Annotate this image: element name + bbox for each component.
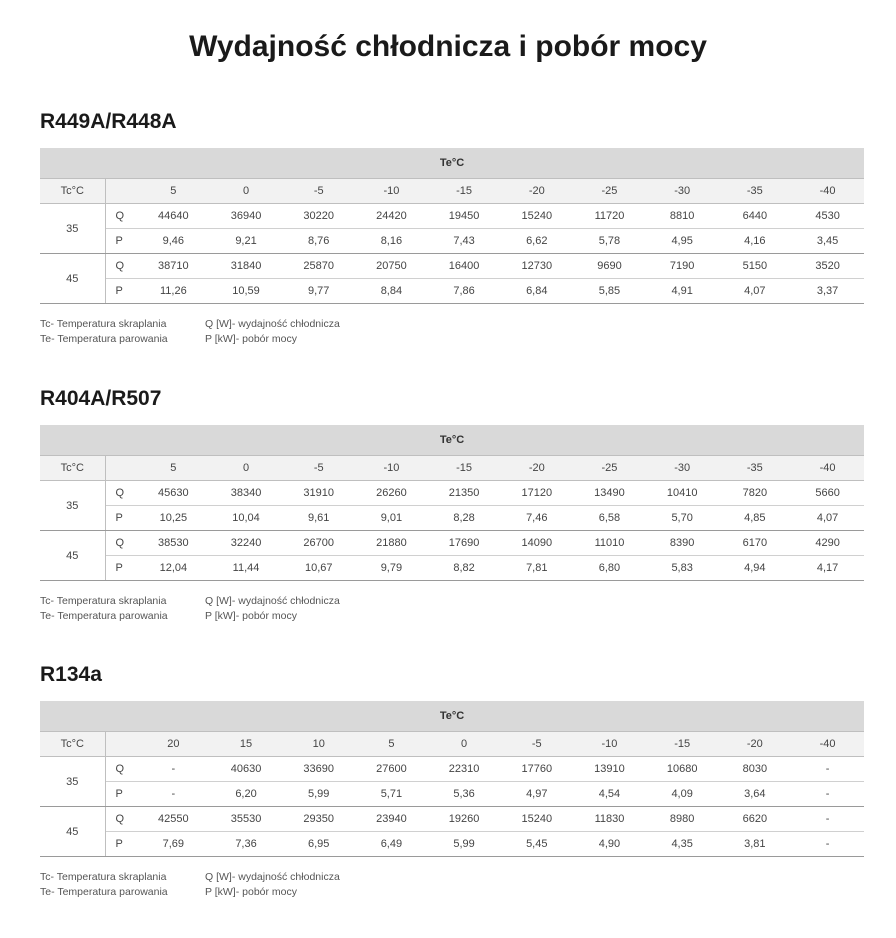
data-cell: 8390 xyxy=(646,531,719,556)
row-label: Q xyxy=(105,481,137,506)
data-cell: 8,28 xyxy=(428,506,501,531)
te-value: -35 xyxy=(719,456,792,481)
te-value: -20 xyxy=(500,456,573,481)
temperature-header-row xyxy=(40,456,864,481)
data-cell: 10,67 xyxy=(282,556,355,581)
data-cell: 8030 xyxy=(719,757,792,782)
data-cell: - xyxy=(791,807,864,832)
data-cell: 6,95 xyxy=(282,832,355,857)
data-cell: 4,07 xyxy=(719,279,792,304)
data-cell: 10,25 xyxy=(137,506,210,531)
table-row xyxy=(40,254,864,279)
te-value: -20 xyxy=(719,732,792,757)
section-title: R134a xyxy=(40,663,102,686)
data-cell: 5,36 xyxy=(428,782,501,807)
te-header: Te°C xyxy=(40,701,864,732)
data-cell: 7,86 xyxy=(428,279,501,304)
row-label: Q xyxy=(105,254,137,279)
tc-header: Tc°C xyxy=(40,732,105,757)
te-value: -5 xyxy=(500,732,573,757)
data-cell: 9,46 xyxy=(137,229,210,254)
data-cell: 11720 xyxy=(573,204,646,229)
tc-header: Tc°C xyxy=(40,179,105,204)
data-cell: - xyxy=(791,832,864,857)
data-cell: 3,81 xyxy=(719,832,792,857)
data-cell: - xyxy=(791,757,864,782)
row-label: Q xyxy=(105,204,137,229)
empty-cell xyxy=(105,179,137,204)
legend xyxy=(40,594,864,624)
data-cell: 7,69 xyxy=(137,832,210,857)
temperature-header-row xyxy=(40,732,864,757)
tc-value: 35 xyxy=(40,481,105,531)
table-row xyxy=(40,807,864,832)
empty-cell xyxy=(105,456,137,481)
data-cell: 4,90 xyxy=(573,832,646,857)
te-value: -10 xyxy=(573,732,646,757)
te-value: -10 xyxy=(355,179,428,204)
data-cell: 44640 xyxy=(137,204,210,229)
data-cell: 11,26 xyxy=(137,279,210,304)
data-cell: 36940 xyxy=(210,204,283,229)
data-cell: 29350 xyxy=(282,807,355,832)
data-cell: 5,70 xyxy=(646,506,719,531)
data-cell: 26260 xyxy=(355,481,428,506)
legend-tc: Tc- Temperatura skraplania xyxy=(40,318,167,330)
data-cell: 3,37 xyxy=(791,279,864,304)
row-label: P xyxy=(105,229,137,254)
data-cell: 10,59 xyxy=(210,279,283,304)
data-cell: 42550 xyxy=(137,807,210,832)
data-cell: 6,80 xyxy=(573,556,646,581)
data-cell: 33690 xyxy=(282,757,355,782)
table-row xyxy=(40,556,864,581)
te-header-row xyxy=(40,425,864,456)
data-cell: 31910 xyxy=(282,481,355,506)
data-cell: 8,76 xyxy=(282,229,355,254)
legend-p: P [kW]- pobór mocy xyxy=(205,610,297,622)
legend-tc: Tc- Temperatura skraplania xyxy=(40,871,167,883)
data-cell: 21880 xyxy=(355,531,428,556)
data-cell: - xyxy=(137,757,210,782)
data-cell: 17760 xyxy=(500,757,573,782)
legend-q: Q [W]- wydajność chłodnicza xyxy=(205,595,340,607)
data-cell: 6440 xyxy=(719,204,792,229)
data-cell: - xyxy=(791,782,864,807)
tc-value: 35 xyxy=(40,204,105,254)
table-row xyxy=(40,782,864,807)
table-row xyxy=(40,481,864,506)
data-cell: 38710 xyxy=(137,254,210,279)
data-cell: 4,07 xyxy=(791,506,864,531)
data-cell: 8980 xyxy=(646,807,719,832)
data-cell: 35530 xyxy=(210,807,283,832)
data-cell: 8810 xyxy=(646,204,719,229)
data-cell: 15240 xyxy=(500,204,573,229)
legend-q: Q [W]- wydajność chłodnicza xyxy=(205,318,340,330)
te-header-row xyxy=(40,148,864,179)
section-r449a xyxy=(40,108,864,347)
te-value: 5 xyxy=(355,732,428,757)
data-cell: 9,21 xyxy=(210,229,283,254)
table-row xyxy=(40,506,864,531)
data-cell: 5660 xyxy=(791,481,864,506)
te-value: 5 xyxy=(137,456,210,481)
data-cell: 4290 xyxy=(791,531,864,556)
te-value: -15 xyxy=(428,456,501,481)
legend-te: Te- Temperatura parowania xyxy=(40,610,168,622)
table-row xyxy=(40,757,864,782)
performance-table xyxy=(40,701,864,857)
data-cell: 8,84 xyxy=(355,279,428,304)
te-value: 0 xyxy=(428,732,501,757)
data-cell: 5,99 xyxy=(428,832,501,857)
data-cell: 7,36 xyxy=(210,832,283,857)
data-cell: 4,09 xyxy=(646,782,719,807)
data-cell: 16400 xyxy=(428,254,501,279)
page-title: Wydajność chłodnicza i pobór mocy xyxy=(189,30,707,63)
data-cell: 10,04 xyxy=(210,506,283,531)
data-cell: 5,78 xyxy=(573,229,646,254)
data-cell: 6,20 xyxy=(210,782,283,807)
data-cell: 10410 xyxy=(646,481,719,506)
data-cell: 8,82 xyxy=(428,556,501,581)
data-cell: 4,85 xyxy=(719,506,792,531)
data-cell: 4,94 xyxy=(719,556,792,581)
legend-te: Te- Temperatura parowania xyxy=(40,886,168,898)
te-value: -30 xyxy=(646,456,719,481)
data-cell: 4,91 xyxy=(646,279,719,304)
table-row xyxy=(40,279,864,304)
data-cell: 5,85 xyxy=(573,279,646,304)
data-cell: 25870 xyxy=(282,254,355,279)
te-value: 10 xyxy=(282,732,355,757)
legend xyxy=(40,317,864,347)
data-cell: 10680 xyxy=(646,757,719,782)
data-cell: 3,64 xyxy=(719,782,792,807)
data-cell: 3,45 xyxy=(791,229,864,254)
te-value: -30 xyxy=(646,179,719,204)
data-cell: 4,17 xyxy=(791,556,864,581)
data-cell: 22310 xyxy=(428,757,501,782)
data-cell: 17690 xyxy=(428,531,501,556)
data-cell: 13910 xyxy=(573,757,646,782)
te-value: -40 xyxy=(791,179,864,204)
legend-tc: Tc- Temperatura skraplania xyxy=(40,595,167,607)
data-cell: 40630 xyxy=(210,757,283,782)
te-value: -40 xyxy=(791,456,864,481)
legend-p: P [kW]- pobór mocy xyxy=(205,886,297,898)
data-cell: 9,77 xyxy=(282,279,355,304)
data-cell: 3520 xyxy=(791,254,864,279)
data-cell: 12,04 xyxy=(137,556,210,581)
table-row xyxy=(40,229,864,254)
data-cell: 8,16 xyxy=(355,229,428,254)
te-value: -20 xyxy=(500,179,573,204)
te-value: -15 xyxy=(428,179,501,204)
data-cell: 9,61 xyxy=(282,506,355,531)
row-label: P xyxy=(105,506,137,531)
data-cell: 7,81 xyxy=(500,556,573,581)
te-value: -25 xyxy=(573,179,646,204)
data-cell: 11830 xyxy=(573,807,646,832)
te-value: -35 xyxy=(719,179,792,204)
tc-value: 45 xyxy=(40,254,105,304)
te-value: -40 xyxy=(791,732,864,757)
data-cell: 4,54 xyxy=(573,782,646,807)
row-label: Q xyxy=(105,531,137,556)
empty-cell xyxy=(105,732,137,757)
data-cell: 6,58 xyxy=(573,506,646,531)
data-cell: 23940 xyxy=(355,807,428,832)
tc-value: 45 xyxy=(40,531,105,581)
data-cell: 4530 xyxy=(791,204,864,229)
data-cell: 38340 xyxy=(210,481,283,506)
data-cell: 4,16 xyxy=(719,229,792,254)
data-cell: 6,49 xyxy=(355,832,428,857)
table-row xyxy=(40,531,864,556)
data-cell: 45630 xyxy=(137,481,210,506)
data-cell: 9690 xyxy=(573,254,646,279)
row-label: P xyxy=(105,832,137,857)
data-cell: 31840 xyxy=(210,254,283,279)
te-value: 0 xyxy=(210,456,283,481)
data-cell: 38530 xyxy=(137,531,210,556)
data-cell: 6620 xyxy=(719,807,792,832)
row-label: Q xyxy=(105,757,137,782)
row-label: P xyxy=(105,556,137,581)
data-cell: 19260 xyxy=(428,807,501,832)
data-cell: 12730 xyxy=(500,254,573,279)
data-cell: 11,44 xyxy=(210,556,283,581)
te-value: 15 xyxy=(210,732,283,757)
row-label: P xyxy=(105,279,137,304)
data-cell: 4,95 xyxy=(646,229,719,254)
tc-value: 35 xyxy=(40,757,105,807)
data-cell: 9,79 xyxy=(355,556,428,581)
te-value: -10 xyxy=(355,456,428,481)
te-value: 5 xyxy=(137,179,210,204)
data-cell: 24420 xyxy=(355,204,428,229)
data-cell: 19450 xyxy=(428,204,501,229)
legend-q: Q [W]- wydajność chłodnicza xyxy=(205,871,340,883)
data-cell: 4,35 xyxy=(646,832,719,857)
data-cell: 7820 xyxy=(719,481,792,506)
data-cell: 15240 xyxy=(500,807,573,832)
data-cell: 11010 xyxy=(573,531,646,556)
row-label: Q xyxy=(105,807,137,832)
table-row xyxy=(40,204,864,229)
data-cell: 17120 xyxy=(500,481,573,506)
section-r134a xyxy=(40,661,864,900)
legend-p: P [kW]- pobór mocy xyxy=(205,333,297,345)
data-cell: 30220 xyxy=(282,204,355,229)
te-value: -5 xyxy=(282,456,355,481)
te-value: -15 xyxy=(646,732,719,757)
temperature-header-row xyxy=(40,179,864,204)
data-cell: 13490 xyxy=(573,481,646,506)
data-cell: 9,01 xyxy=(355,506,428,531)
te-header: Te°C xyxy=(40,425,864,456)
data-cell: 26700 xyxy=(282,531,355,556)
data-cell: 7,43 xyxy=(428,229,501,254)
tc-value: 45 xyxy=(40,807,105,857)
data-cell: 5,83 xyxy=(646,556,719,581)
data-cell: 32240 xyxy=(210,531,283,556)
te-value: 20 xyxy=(137,732,210,757)
data-cell: 7,46 xyxy=(500,506,573,531)
data-cell: 21350 xyxy=(428,481,501,506)
te-header-row xyxy=(40,701,864,732)
section-title: R449A/R448A xyxy=(40,110,177,133)
data-cell: 4,97 xyxy=(500,782,573,807)
te-value: -25 xyxy=(573,456,646,481)
data-cell: 5,45 xyxy=(500,832,573,857)
legend-te: Te- Temperatura parowania xyxy=(40,333,168,345)
table-row xyxy=(40,832,864,857)
data-cell: 6170 xyxy=(719,531,792,556)
data-cell: 7190 xyxy=(646,254,719,279)
te-header: Te°C xyxy=(40,148,864,179)
data-cell: 5,99 xyxy=(282,782,355,807)
data-cell: 14090 xyxy=(500,531,573,556)
data-cell: 5150 xyxy=(719,254,792,279)
te-value: 0 xyxy=(210,179,283,204)
data-cell: 5,71 xyxy=(355,782,428,807)
section-title: R404A/R507 xyxy=(40,387,162,410)
data-cell: 27600 xyxy=(355,757,428,782)
data-cell: 6,84 xyxy=(500,279,573,304)
data-cell: 20750 xyxy=(355,254,428,279)
te-value: -5 xyxy=(282,179,355,204)
data-cell: - xyxy=(137,782,210,807)
section-r404a xyxy=(40,385,864,624)
legend xyxy=(40,870,864,900)
performance-table xyxy=(40,148,864,304)
performance-table xyxy=(40,425,864,581)
tc-header: Tc°C xyxy=(40,456,105,481)
row-label: P xyxy=(105,782,137,807)
data-cell: 6,62 xyxy=(500,229,573,254)
